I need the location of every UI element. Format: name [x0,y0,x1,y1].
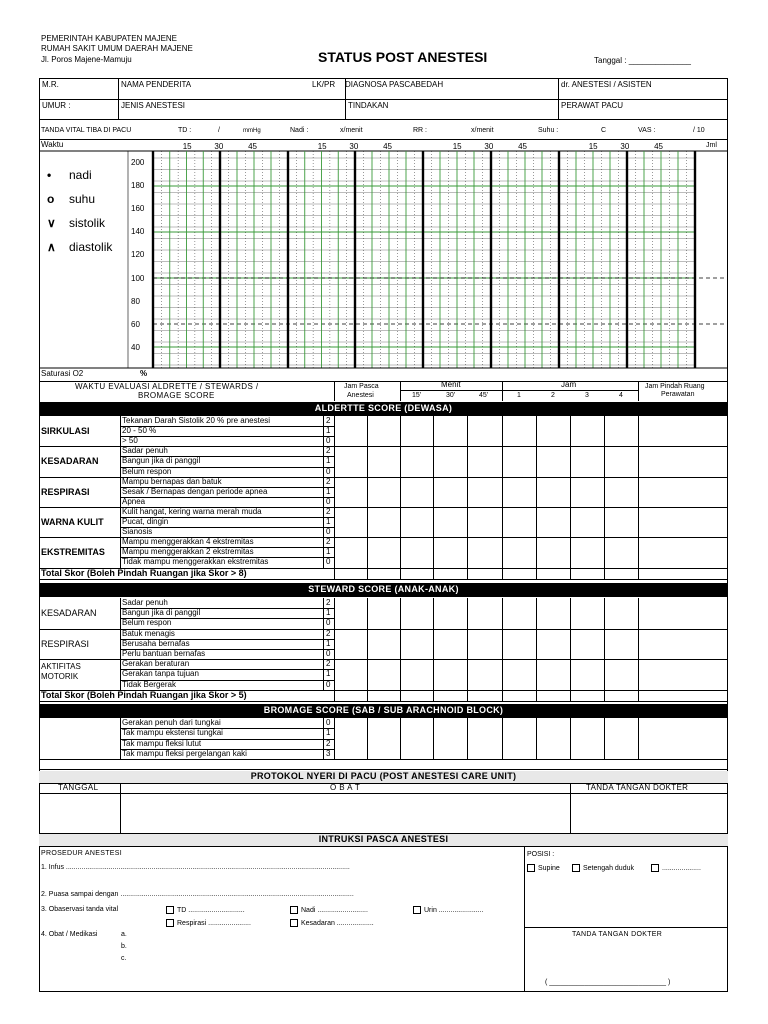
score-value: 0 [326,496,331,506]
minute-tick: 45 [518,142,527,151]
score-column-input[interactable] [605,598,637,701]
diagnosis-field[interactable]: DIAGNOSA PASCABEDAH [345,80,444,89]
suhu-icon: o [47,192,55,206]
score-column-input[interactable] [335,598,366,701]
score-value: 1 [326,456,331,466]
score-column-input[interactable] [368,416,399,579]
score-column-input[interactable] [368,598,399,701]
anesthesia-type-field[interactable]: JENIS ANESTESI [121,101,186,110]
score-column-input[interactable] [571,718,603,759]
score-value: 1 [326,638,331,648]
score-value: 2 [326,537,331,547]
minute-tick: 30 [484,142,494,151]
checkbox-icon [572,864,580,872]
score-column-input[interactable] [468,598,501,701]
score-value: 0 [326,618,331,628]
criterion-text: 20 - 50 % [122,426,157,436]
saturasi-label: Saturasi O2 [41,369,84,378]
minute-tick: 30 [214,142,224,151]
legend-item [47,240,112,254]
score-column-input[interactable] [571,598,603,701]
criterion-text: Tak mampu fleksi pergelangan kaki [122,748,247,758]
anesthetist-field[interactable]: dr. ANESTESI / ASISTEN [561,80,652,89]
y-tick-label: 80 [131,296,140,306]
puasa-field[interactable]: 2. Puasa sampai dengan ........................................................................................................................ [41,891,354,898]
legend-label: diastolik [69,240,113,254]
score-value: 2 [326,446,331,456]
checkbox-icon [290,919,298,927]
obat-a-field[interactable]: a. [121,931,127,938]
score-column-input[interactable] [537,718,569,759]
eval-title: WAKTU EVALUASI ALDRETTE / STEWARDS / [75,382,259,391]
score-value: 1 [326,426,331,436]
vital-label: TANDA VITAL TIBA DI PACU [41,127,132,134]
procedure-field[interactable]: TINDAKAN [348,101,389,110]
score-value: 1 [326,669,331,679]
vas-label: VAS : [638,127,656,134]
category-label: KESADARAN [41,456,99,467]
score-column-input[interactable] [503,718,535,759]
y-tick-label: 160 [131,204,145,214]
hospital-address: Jl. Poros Majene-Mamuju [41,55,132,64]
score-value: 0 [326,679,331,689]
category-label: WARNA KULIT [41,517,104,528]
criterion-text: Berusaha bernafas [122,638,190,648]
score-value: 0 [326,557,331,567]
diastolik-icon: ∧ [47,240,56,254]
criterion-text: Sianosis [122,527,153,537]
col-line [120,598,121,690]
category-label: EKSTREMITAS [41,547,105,558]
checkbox-icon [651,864,659,872]
criterion-text: Apnea [122,496,146,506]
criterion-text: > 50 [122,436,138,446]
minute-tick: 30 [349,142,359,151]
y-tick-label: 60 [131,319,140,329]
mr-field[interactable]: M.R. [42,80,59,89]
y-tick-label: 180 [131,181,145,191]
score-column-input[interactable] [468,718,501,759]
gender-field[interactable]: LK/PR [312,80,336,89]
minute-tick: 45 [248,142,257,151]
checkbox-icon [413,906,421,914]
category-label: RESPIRASI [41,638,90,649]
infus-field[interactable]: 1. Infus .................................................................................................................................................. [41,864,350,871]
score-value: 2 [326,506,331,516]
minute-tick: 15 [317,142,327,151]
sistolik-icon: ∨ [47,216,56,230]
row-line [39,701,728,702]
score-column-input[interactable] [571,416,603,579]
criterion-text: Pucat, dingin [122,517,169,526]
score-value: 2 [326,659,331,669]
score-value: 2 [326,628,331,638]
checkbox-icon [290,906,298,914]
kesadaran-check[interactable]: Kesadaran ................... [290,919,374,927]
score-column-input[interactable] [335,718,366,759]
col-line [638,416,639,579]
score-column-input[interactable] [368,718,399,759]
patient-name-field[interactable]: NAMA PENDERITA [121,80,192,89]
score-value: 0 [326,649,331,658]
nadi-check[interactable]: Nadi .......................... [290,906,368,914]
waktu-label: Waktu [41,140,64,149]
score-value: 2 [326,598,331,607]
score-value: 0 [326,718,331,727]
col-line [120,718,121,759]
criterion-text: Mampu menggerakkan 4 ekstremitas [122,537,254,547]
y-tick-label: 120 [131,250,145,260]
date-field[interactable]: Tanggal : ______________ [594,56,691,65]
row-line [120,436,334,437]
obat-b-field[interactable]: b. [121,943,127,950]
score-value: 0 [326,527,331,537]
criterion-text: Tidak Bergerak [122,679,176,689]
legend-label: suhu [69,192,96,206]
rr-label: RR : [413,127,427,134]
score-value: 0 [326,466,331,476]
supine-check[interactable]: Supine [527,864,560,872]
minute-tick: 30 [620,142,630,151]
doctor-signature-box[interactable] [572,796,726,832]
minute-tick: 15 [588,142,598,151]
category-label: SIRKULASI [41,426,90,437]
y-tick-label: 40 [131,342,140,352]
criterion-text: Gerakan tanpa tujuan [122,669,199,679]
score-value: 1 [326,728,331,738]
score-column-input[interactable] [537,598,569,701]
category-label: AKTIFITAS [41,662,81,672]
jml-label: Jml [706,142,717,149]
legend-item [47,192,95,206]
obat-c-field[interactable]: c. [121,955,127,962]
score-value: 2 [326,476,331,486]
td-label: TD : [178,127,192,134]
minute-tick: 15 [452,142,462,151]
criterion-text: Mampu bernapas dan batuk [122,476,222,486]
checkbox-icon [527,864,535,872]
nadi-label: Nadi : [290,127,309,134]
respirasi-check[interactable]: Respirasi ...................... [166,919,251,927]
gov-name: PEMERINTAH KABUPATEN MAJENE [41,34,178,43]
tanggal-field[interactable] [41,796,118,832]
category-label: KESADARAN [41,608,97,619]
category-label: RESPIRASI [41,486,90,497]
bromage-header: BROMAGE SCORE (SAB / SUB ARACHNOID BLOCK) [39,704,728,718]
minute-tick: 45 [654,142,663,151]
score-value: 1 [326,547,331,557]
score-column-input[interactable] [503,598,535,701]
hospital-name: RUMAH SAKIT UMUM DAERAH MAJENE [41,44,193,53]
criterion-text: Mampu menggerakkan 2 ekstremitas [122,547,254,557]
instruksi-header: INTRUKSI PASCA ANESTESI [39,834,728,847]
score-value: 1 [326,608,331,618]
posisi-label: POSISI : [527,851,555,858]
checkbox-icon [166,919,174,927]
col-line [323,598,324,690]
minute-tick: 15 [182,142,192,151]
score-value: 3 [326,748,331,758]
row-line [39,579,728,580]
score-column-input[interactable] [434,416,466,579]
criterion-text: Tak mampu fleksi lutut [122,738,202,748]
y-tick-label: 140 [131,227,145,237]
score-value: 1 [326,486,331,496]
suhu-label: Suhu : [538,127,559,134]
total-score-label: Total Skor (Boleh Pindah Ruangan jika Skor > 5) [41,689,247,700]
total-score-label: Total Skor (Boleh Pindah Ruangan jika Skor > 8) [41,567,247,578]
score-column-input[interactable] [335,416,366,579]
score-column-input[interactable] [605,416,637,579]
nadi-icon: • [47,168,52,182]
score-column-input[interactable] [434,598,466,701]
criterion-text: Sadar penuh [122,598,168,607]
col-line [638,718,639,759]
age-field[interactable]: UMUR : [42,101,71,110]
criterion-text: Tak mampu ekstensi tungkai [122,728,223,738]
legend-item [47,168,92,182]
vital-chart-grid [39,139,728,382]
row-line [39,759,728,760]
criterion-text: Sesak / Bernapas dengan periode apnea [122,486,268,496]
score-value: 1 [326,517,331,526]
score-column-input[interactable] [434,718,466,759]
minute-tick: 45 [383,142,392,151]
urin-check[interactable]: Urin ....................... [413,906,484,914]
criterion-text: Gerakan penuh dari tungkai [122,718,221,727]
y-tick-label: 200 [131,158,145,167]
score-value: 2 [326,416,331,425]
prosedur-label: PROSEDUR ANESTESI [41,850,122,857]
col-line [323,416,324,568]
posisi-other-check[interactable]: .................... [651,864,701,872]
y-tick-label: 100 [131,273,145,283]
td-check[interactable]: TD ............................. [166,906,245,914]
doctor-signature-line[interactable]: ( ______________________________ ) [545,979,671,986]
row-line [120,497,334,498]
aldrette-header: ALDERTTE SCORE (DEWASA) [39,402,728,416]
criterion-text: Tekanan Darah Sistolik 20 % pre anestesi [122,416,271,425]
criterion-text: Belum respon [122,466,172,476]
legend-label: nadi [69,168,92,182]
criterion-text: Batuk menagis [122,628,175,638]
category-label: MOTORIK [41,672,79,682]
score-column-input[interactable] [503,416,535,579]
score-column-input[interactable] [401,718,432,759]
score-column-input[interactable] [537,416,569,579]
criterion-text: Gerakan beraturan [122,659,190,669]
checkbox-icon [166,906,174,914]
score-value: 0 [326,436,331,446]
score-column-input[interactable] [605,718,637,759]
score-column-input[interactable] [468,416,501,579]
criterion-text: Perlu bantuan bernafas [122,649,206,658]
score-column-input[interactable] [401,598,432,701]
criterion-text: Belum respon [122,618,172,628]
steward-header: STEWARD SCORE (ANAK-ANAK) [39,583,728,597]
legend-label: sistolik [69,216,106,230]
criterion-text: Tidak mampu menggerakkan ekstremitas [122,557,269,567]
score-value: 2 [326,738,331,748]
obat-field[interactable] [122,796,568,832]
protokol-header: PROTOKOL NYERI DI PACU (POST ANESTESI CARE UNIT) [39,771,728,784]
score-column-input[interactable] [401,416,432,579]
legend-item [47,216,105,230]
nurse-field[interactable]: PERAWAT PACU [561,101,624,110]
criterion-text: Kulit hangat, kering warna merah muda [122,506,262,516]
page-title: STATUS POST ANESTESI [318,49,488,65]
col-line [638,598,639,701]
setengah-duduk-check[interactable]: Setengah duduk [572,864,634,872]
criterion-text: Bangun jika di panggil [122,608,201,618]
col-line [323,718,324,759]
criterion-text: Sadar penuh [122,446,168,456]
criterion-text: Bangun jika di panggil [122,456,201,466]
col-line [120,416,121,568]
